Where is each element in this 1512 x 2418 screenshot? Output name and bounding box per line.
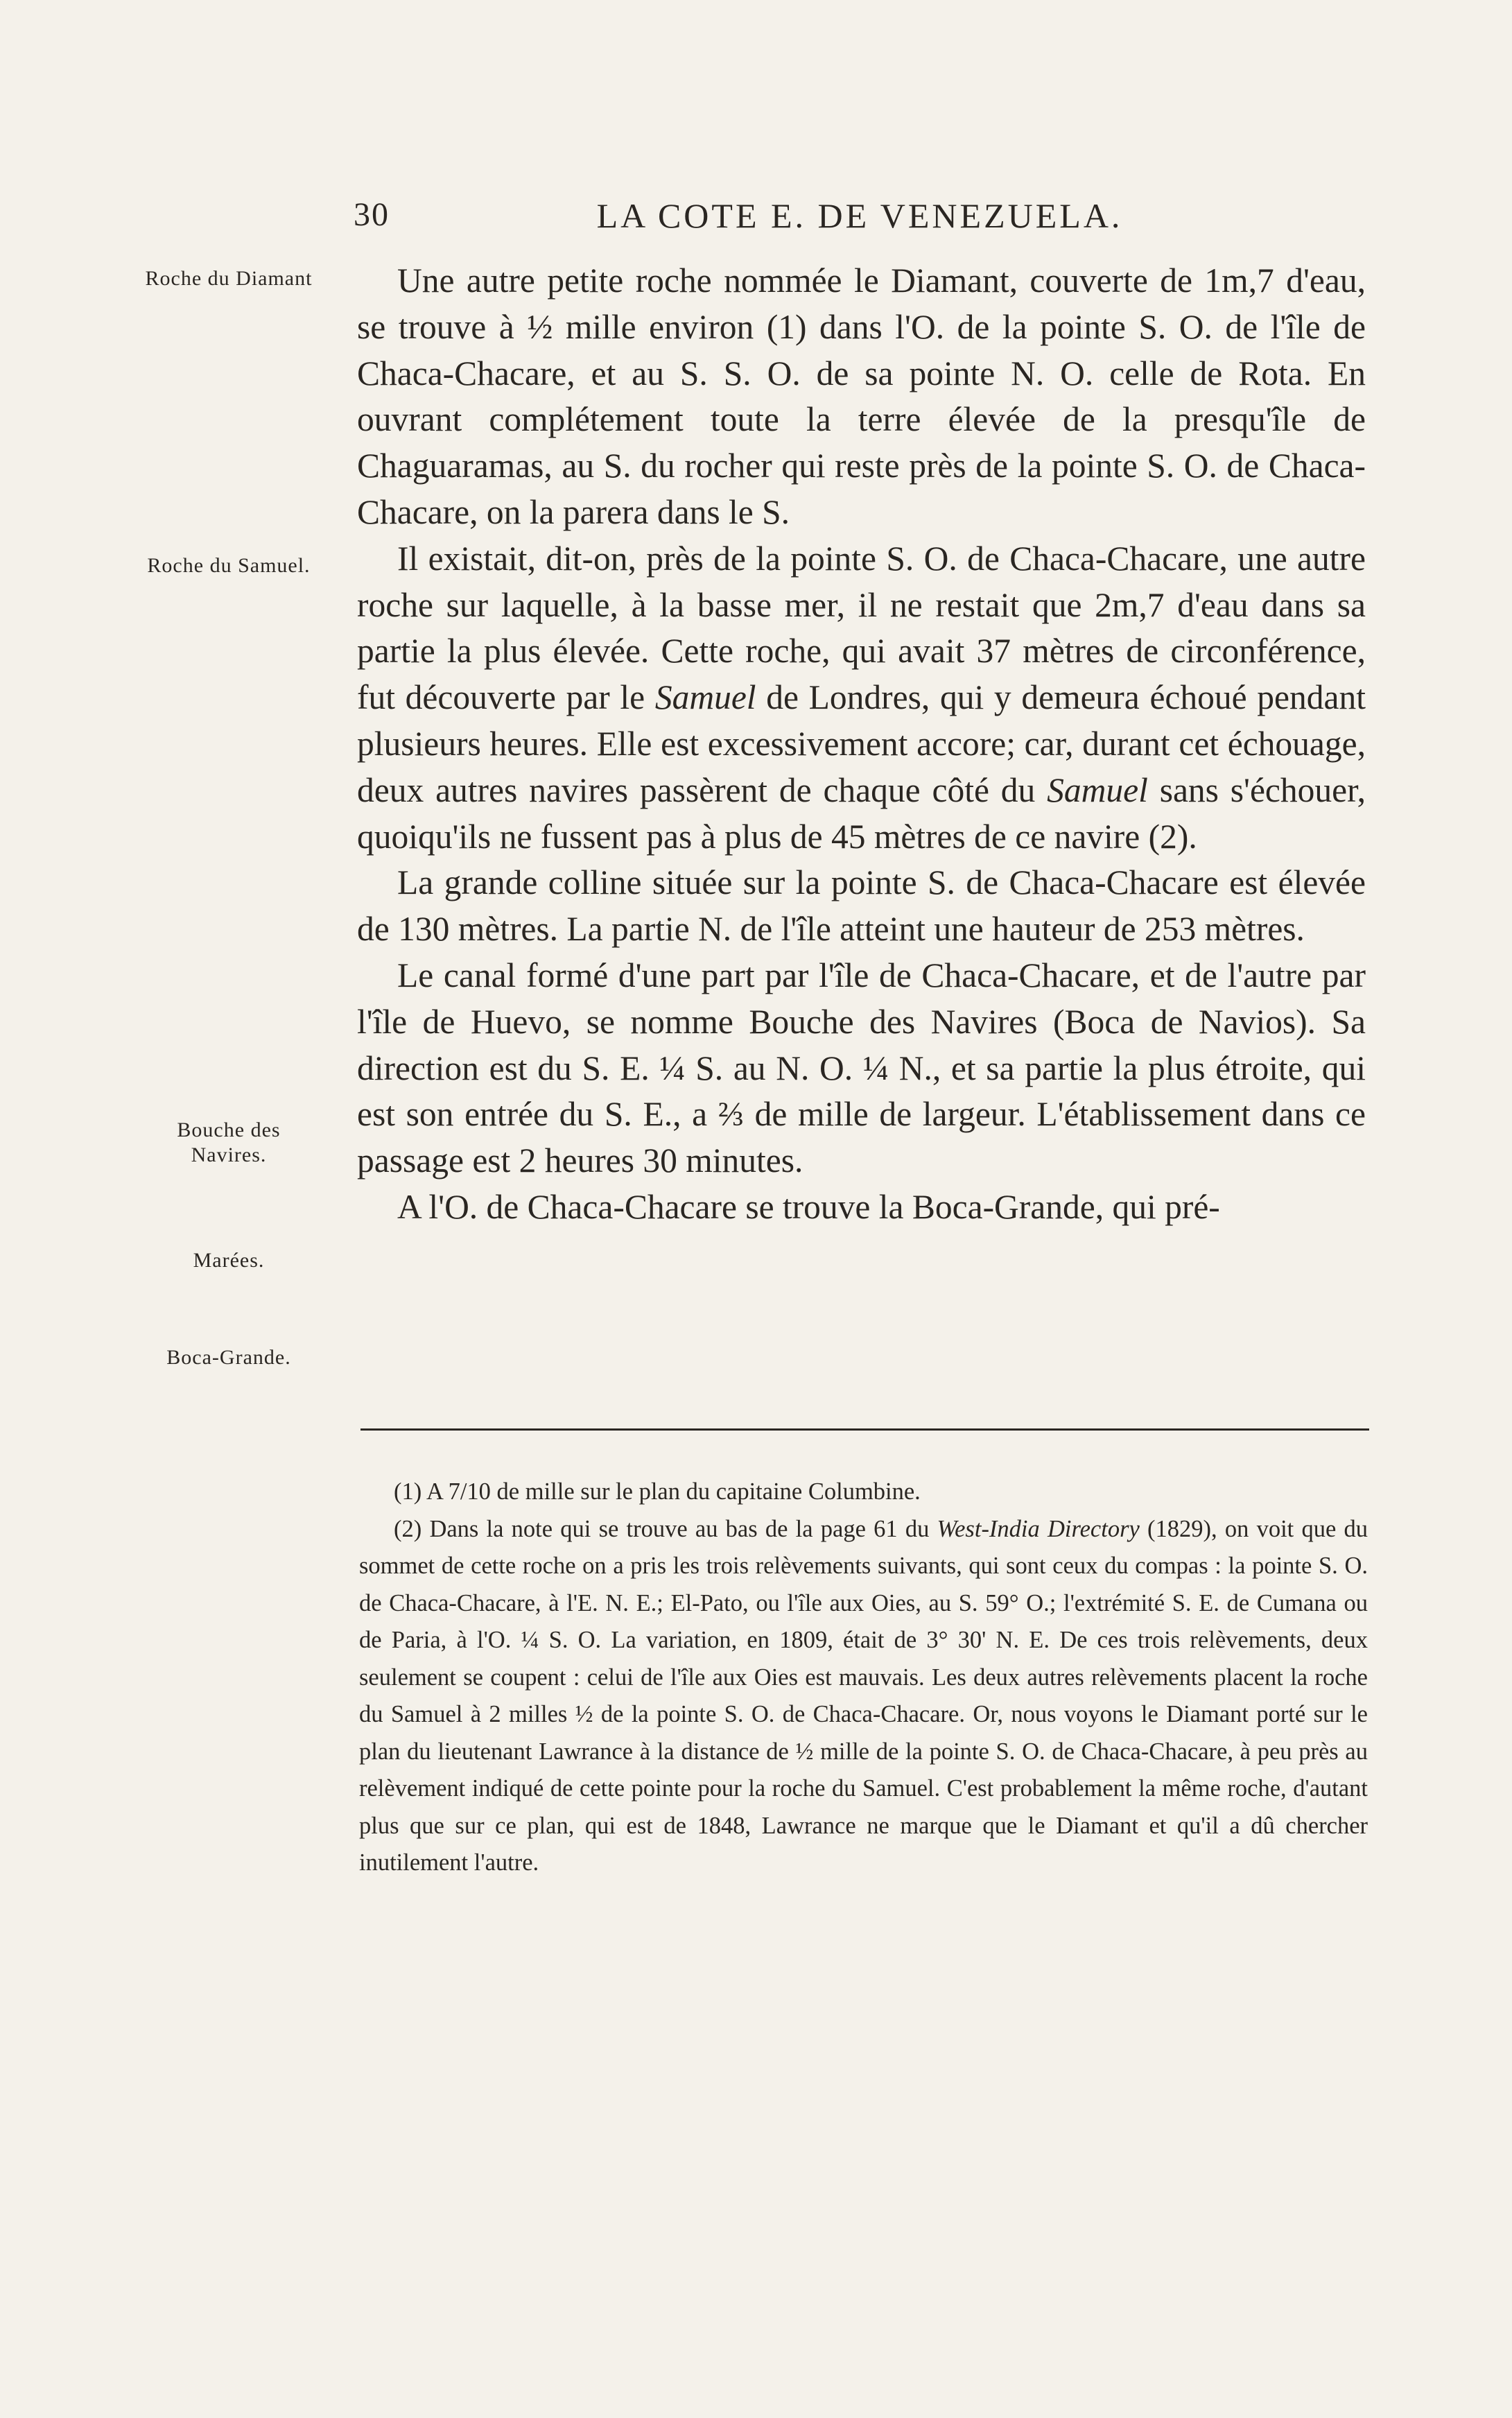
margin-note-roche-diamant: Roche du Diamant — [145, 267, 313, 290]
footnotes — [359, 1474, 1368, 1882]
footnote-2-book-title: West-India Directory — [937, 1515, 1140, 1542]
paragraph-colline: La grande colline située sur la pointe S. de Chaca-Chacare est élevée de 130 mètres. La partie N. de l'île atteint une hauteur de 253 mètres. — [357, 863, 1366, 949]
paragraph-samuel-part-a: Il existait, dit-on, près de la pointe S. O. de Chaca-Chacare, une autre roche sur laquelle, à la basse mer, il ne restait que 2m,7 d'eau dans sa partie la plus élevée. Cette roche, qui avait 37 mètres de circonférence, fut découverte par le — [357, 539, 1366, 717]
paragraph-samuel-part-c: sans s'échouer, quoiqu'ils ne fussent pas à plus de 45 mètres de ce navire (2). — [357, 770, 1366, 856]
page-header — [354, 196, 1366, 244]
ship-name-samuel-2: Samuel — [1047, 770, 1148, 809]
footnote-2-part-a: (2) Dans la note qui se trouve au bas de la page 61 du — [394, 1515, 937, 1542]
margin-note-boca-grande: Boca-Grande. — [166, 1346, 291, 1369]
margin-note-roche-samuel: Roche du Samuel. — [147, 554, 311, 577]
paragraph-canal: Le canal formé d'une part par l'île de Chaca-Chacare, et de l'autre par l'île de Huevo, se nomme Bouche des Navires (Boca de Navios). Sa direction est du S. E. ¼ S. au N. O. ¼ N., et sa partie la plus étroite, qui est son entrée du S. E., a ⅔ de mille de largeur. L'établissement dans ce passage est 2 heures 30 minutes. — [357, 956, 1366, 1180]
footnote-2 — [359, 1511, 1368, 1882]
footnote-1: (1) A 7/10 de mille sur le plan du capitaine Columbine. — [394, 1478, 921, 1505]
paragraph-diamant: Une autre petite roche nommée le Diamant, couverte de 1m,7 d'eau, se trouve à ½ mille environ (1) dans l'O. de la pointe S. O. de l'île de Chaca-Chacare, et au S. S. O. de sa pointe N. O. celle de Rota. En ouvrant complétement toute la terre élevée de la presqu'île de Chaguaramas, au S. du rocher qui reste près de la pointe S. O. de Chaca-Chacare, on la parera dans le S. — [357, 261, 1366, 531]
margin-note-bouche-navires: Bouche des Navires. — [177, 1119, 281, 1166]
page-number: 30 — [354, 196, 390, 233]
footnote-2-part-b: (1829), on voit que du sommet de cette roche on a pris les trois relèvements suivants, qui sont ceux du compas : la pointe S. O. de Chaca-Chacare, à l'E. N. E.; El-Pato, ou l'île aux Oies, au S. 59° O.; l'extrémité S. E. de Cumana ou de Paria, à l'O. ¼ S. O. La variation, en 1809, était de 3° 30' N. E. De ces trois relèvements, deux seulement se coupent : celui de l'île aux Oies est mauvais. Les deux autres relèvements placent la roche du Samuel à 2 milles ½ de la pointe S. O. de Chaca-Chacare. Or, nous voyons le Diamant porté sur le plan du lieutenant Lawrance à la distance de ½ mille de la pointe S. O. de Chaca-Chacare, à peu près au relèvement indiqué de cette pointe pour la roche du Samuel. C'est probablement la même roche, d'autant plus que sur ce plan, qui est de 1848, Lawrance ne marque que le Diamant et qu'il a dû chercher inutilement l'autre. — [359, 1515, 1368, 1876]
footnote-divider — [360, 1428, 1369, 1431]
running-title: LA COTE E. DE VENEZUELA. — [596, 196, 1123, 235]
body-text — [357, 258, 1366, 1231]
margin-note-marees: Marées. — [193, 1249, 265, 1272]
paragraph-boca-grande: A l'O. de Chaca-Chacare se trouve la Boca-Grande, qui pré- — [397, 1187, 1220, 1226]
ship-name-samuel: Samuel — [654, 678, 756, 717]
paragraph-samuel — [357, 536, 1366, 861]
paragraph-samuel-part-b: de Londres, qui y demeura échoué pendant plusieurs heures. Elle est excessivement accore; car, durant cet échouage, deux autres navires passèrent de chaque côté du — [357, 678, 1366, 809]
